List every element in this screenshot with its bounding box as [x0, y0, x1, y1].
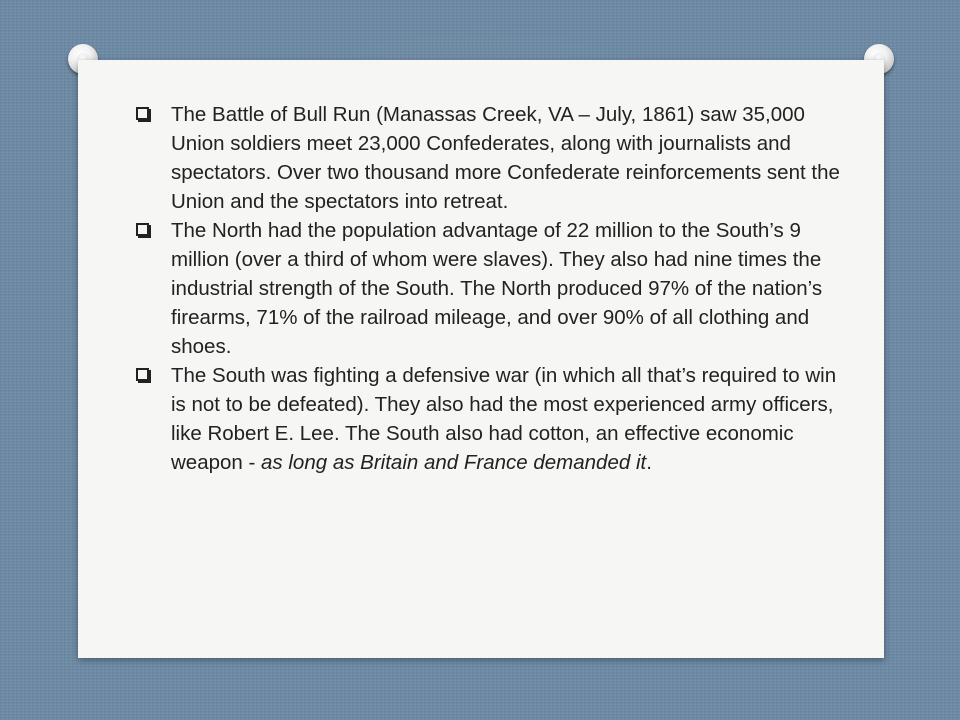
checkbox-bullet-icon — [136, 107, 149, 120]
bullet-text: The South was fighting a defensive war (in which all that’s required to win is not to be defeated). They also had the most experienced army officers, like Robert E. Lee. The South also had cotton, an effective economic weapon - — [171, 364, 837, 474]
bullet-list — [134, 100, 854, 477]
bullet-text: The Battle of Bull Run (Manassas Creek, VA – July, 1861) saw 35,000 Union soldiers meet 23,000 Confederates, along with journalists and spectators. Over two thousand more Confederate reinforcements sent the Union and the spectators into retreat. — [171, 103, 840, 213]
bullet-text: The North had the population advantage of 22 million to the South’s 9 million (over a third of whom were slaves). They also had nine times the industrial strength of the South. The North produced 97% of the nation’s firearms, 71% of the railroad mileage, and over 90% of all clothing and shoes. — [171, 219, 823, 358]
bullet-item — [134, 361, 854, 477]
bullet-item — [134, 216, 854, 361]
bullet-text-end: . — [646, 451, 652, 474]
checkbox-bullet-icon — [136, 223, 149, 236]
checkbox-bullet-icon — [136, 368, 149, 381]
bullet-text-italic: as long as Britain and France demanded it — [261, 451, 647, 474]
bullet-item — [134, 100, 854, 216]
